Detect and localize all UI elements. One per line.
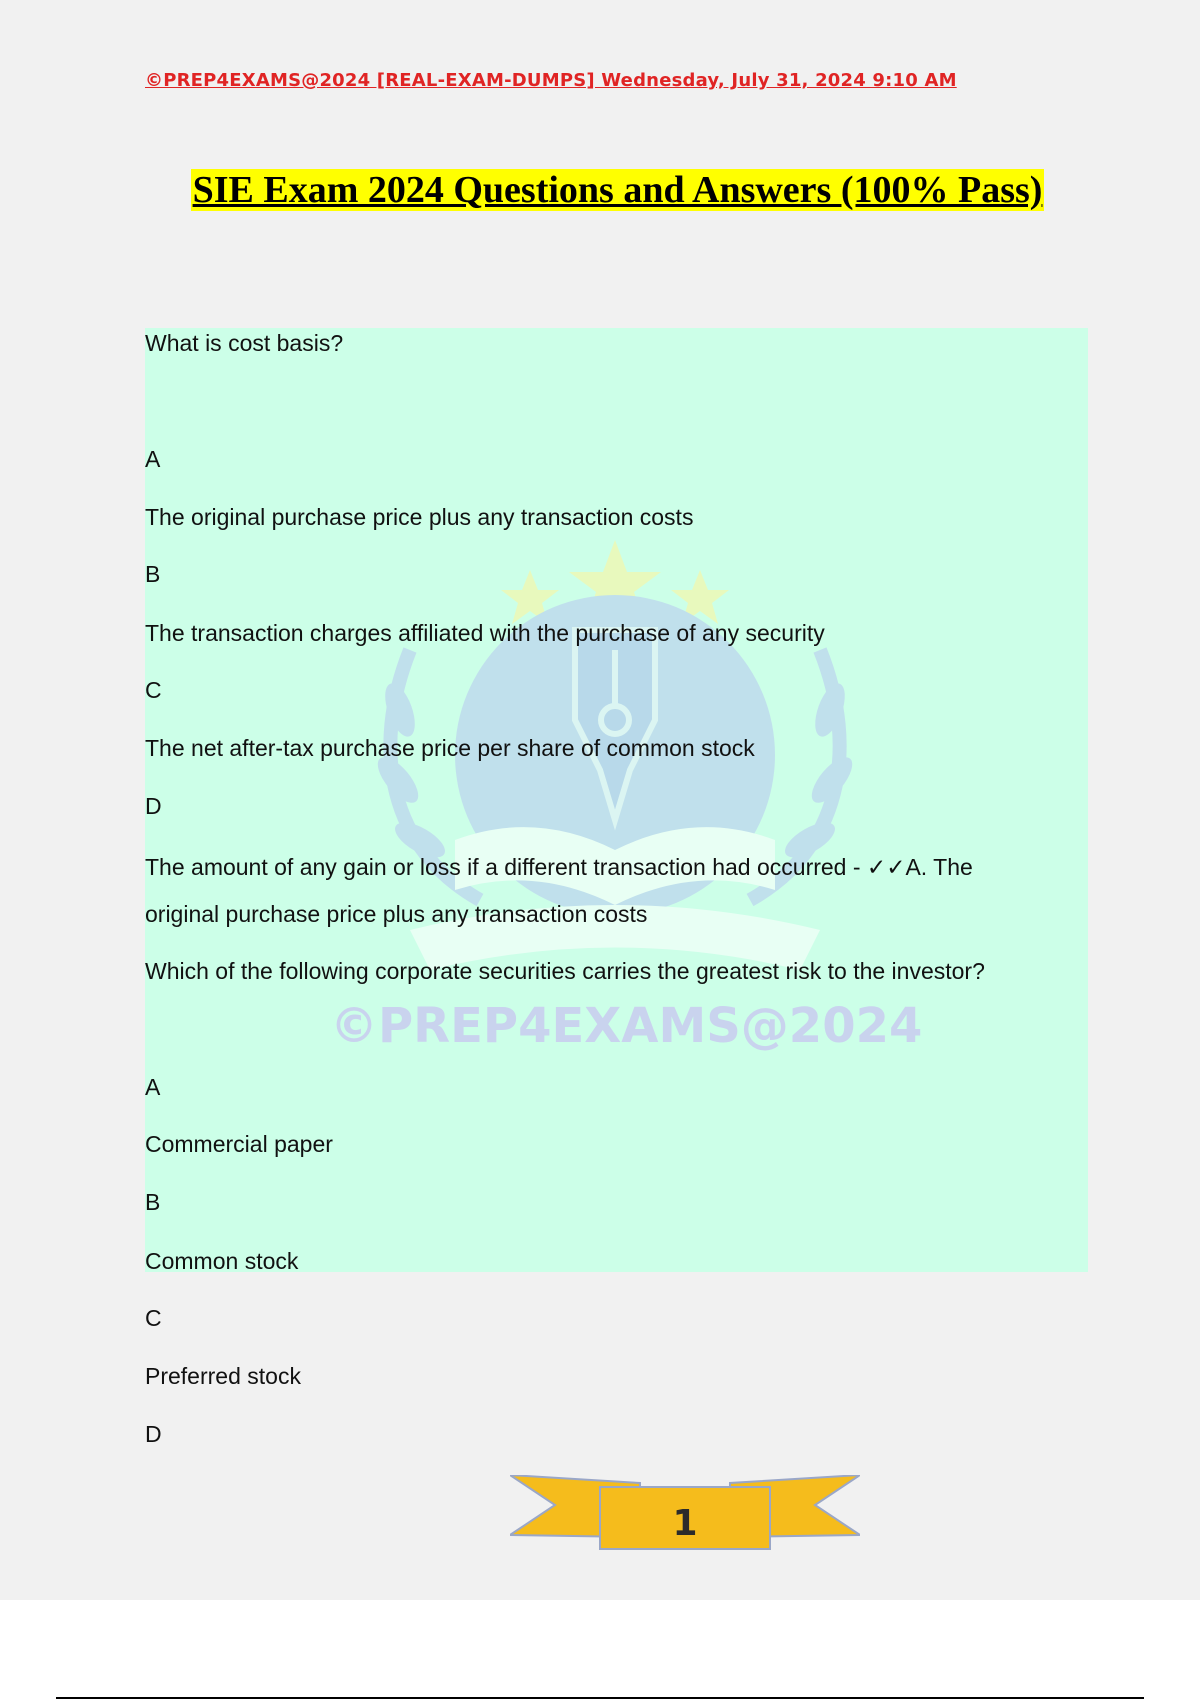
next-page-top-rule — [56, 1697, 1144, 1699]
question-2-text: Which of the following corporate securities carries the greatest risk to the investor? — [145, 958, 985, 984]
question-2-option-c-letter: C — [145, 1305, 162, 1331]
document-title-text: SIE Exam 2024 Questions and Answers (100% Pass) — [192, 169, 1043, 211]
question-1-option-d-text-cont: original purchase price plus any transaction costs — [145, 901, 648, 927]
question-1-option-c-letter: C — [145, 677, 162, 703]
question-2-option-b-letter: B — [145, 1189, 161, 1215]
question-2-option-b-text: Common stock — [145, 1248, 299, 1274]
question-2-option-a-letter: A — [145, 1074, 161, 1100]
document-title — [0, 168, 1200, 212]
question-1-option-d-text: The amount of any gain or loss if a different transaction had occurred - ✓✓A. The — [145, 854, 973, 880]
question-1-option-b-text: The transaction charges affiliated with the purchase of any security — [145, 620, 825, 646]
question-2-option-a-text: Commercial paper — [145, 1131, 333, 1157]
watermark-text: ©PREP4EXAMS@2024 — [330, 998, 923, 1054]
question-1-text: What is cost basis? — [145, 330, 344, 356]
question-1-option-a-letter: A — [145, 446, 161, 472]
page-number: 1 — [672, 1503, 698, 1544]
question-2-option-d-letter: D — [145, 1421, 162, 1447]
question-1-option-a-text: The original purchase price plus any transaction costs — [145, 504, 694, 530]
header-watermark-line: ©PREP4EXAMS@2024 [REAL-EXAM-DUMPS] Wednesday, July 31, 2024 9:10 AM — [145, 70, 957, 91]
question-1-option-c-text: The net after-tax purchase price per share of common stock — [145, 735, 755, 761]
question-1-option-d-letter: D — [145, 793, 162, 819]
question-1-option-b-letter: B — [145, 561, 161, 587]
question-2-option-c-text: Preferred stock — [145, 1363, 301, 1389]
